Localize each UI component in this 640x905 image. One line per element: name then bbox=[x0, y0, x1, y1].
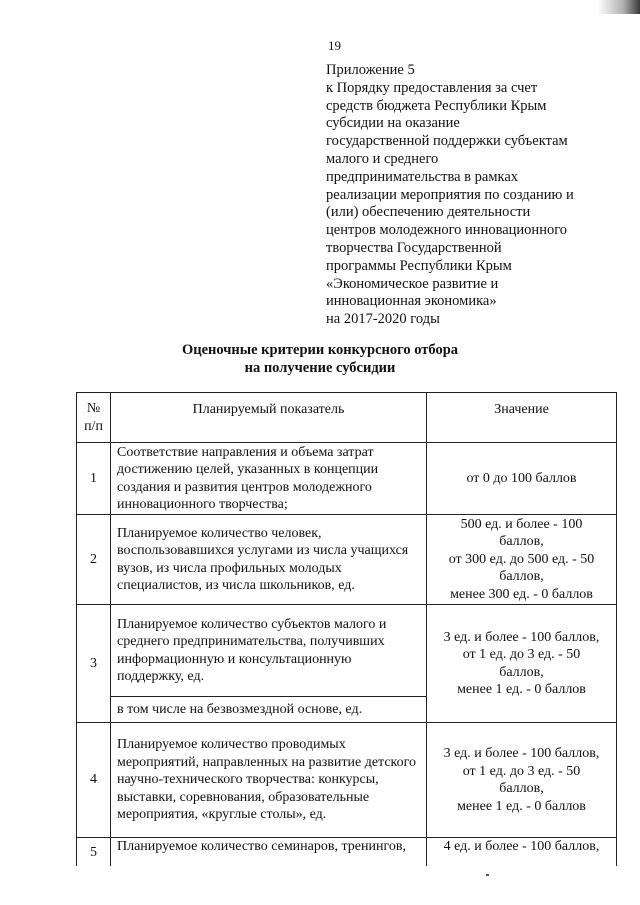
value-line: 3 ед. и более - 100 баллов, bbox=[443, 746, 600, 761]
appendix-line: центров молодежного инновационного bbox=[326, 222, 568, 239]
indicator-cell bbox=[111, 605, 427, 697]
indicator-line: воспользовавшихся услугами из числа учащихся bbox=[117, 543, 409, 558]
value-line: менее 1 ед. - 0 баллов bbox=[457, 798, 586, 814]
table-row bbox=[77, 838, 617, 866]
indicator-line: создания и развития центров молодежного bbox=[117, 479, 372, 495]
value-line: менее 300 ед. - 0 баллов bbox=[450, 586, 593, 602]
value-line: от 0 до 100 баллов bbox=[466, 470, 577, 486]
value-cell bbox=[427, 838, 617, 866]
row-number: 2 bbox=[77, 515, 111, 605]
value-line: от 1 ед. до 3 ед. - 50 bbox=[462, 647, 581, 662]
appendix-line: предпринимательства в рамках bbox=[326, 168, 519, 185]
row-number: 5 bbox=[77, 838, 111, 866]
indicator-line: инновационного творчества; bbox=[117, 497, 288, 512]
value-line: 4 ед. и более - 100 баллов, bbox=[443, 839, 600, 854]
appendix-line: малого и среднего bbox=[326, 150, 439, 167]
appendix-line: на 2017-2020 годы bbox=[326, 311, 440, 328]
indicator-line: Планируемое количество человек, bbox=[117, 525, 322, 541]
table-row bbox=[77, 723, 617, 838]
indicator-cell bbox=[111, 515, 427, 605]
value-cell bbox=[427, 443, 617, 515]
indicator-cell bbox=[111, 838, 427, 866]
title-line: на получение субсидии bbox=[244, 360, 396, 376]
row-number: 1 bbox=[77, 443, 111, 515]
table-header-row bbox=[77, 393, 617, 443]
appendix-line: «Экономическое развитие и bbox=[326, 275, 499, 292]
indicator-line: научно-технического творчества: конкурсы, bbox=[117, 772, 379, 788]
value-cell bbox=[427, 723, 617, 838]
value-line: баллов, bbox=[499, 569, 544, 585]
indicator-line: Соответствие направления и объема затрат bbox=[117, 444, 374, 460]
appendix-line: инновационная экономика» bbox=[326, 293, 497, 310]
indicator-line: специалистов, из числа школьников, ед. bbox=[117, 578, 355, 593]
document-title bbox=[0, 341, 640, 377]
value-line: менее 1 ед. - 0 баллов bbox=[457, 682, 586, 697]
sub-indicator-cell: в том числе на безвозмездной основе, ед. bbox=[111, 697, 427, 723]
scan-corner-shadow bbox=[598, 0, 640, 14]
header-value: Значение bbox=[427, 393, 617, 443]
indicator-line: Планируемое количество семинаров, тренингов, bbox=[117, 839, 406, 854]
table-row bbox=[77, 443, 617, 515]
indicator-line: Планируемое количество проводимых bbox=[117, 737, 346, 753]
indicator-line: поддержку, ед. bbox=[117, 669, 205, 684]
indicator-line: среднего предпринимательства, получивших bbox=[117, 634, 385, 649]
row-number: 3 bbox=[77, 605, 111, 723]
row-number: 4 bbox=[77, 723, 111, 838]
value-line: от 300 ед. до 500 ед. - 50 bbox=[448, 551, 595, 567]
appendix-note bbox=[326, 62, 626, 329]
indicator-line: мероприятия, «круглые столы», ед. bbox=[117, 807, 327, 823]
indicator-line: вузов, из числа профильных молодых bbox=[117, 560, 342, 576]
value-cell bbox=[427, 605, 617, 723]
appendix-line: средств бюджета Республики Крым bbox=[326, 97, 547, 114]
appendix-line: к Порядку предоставления за счет bbox=[326, 79, 538, 96]
indicator-cell bbox=[111, 723, 427, 838]
page-number: 19 bbox=[328, 38, 341, 53]
indicator-line: выставки, соревнования, образовательные bbox=[117, 789, 370, 805]
criteria-table bbox=[76, 392, 617, 866]
appendix-line: Приложение 5 bbox=[326, 62, 415, 78]
table-row bbox=[77, 605, 617, 697]
value-line: 500 ед. и более - 100 bbox=[460, 516, 583, 532]
value-line: баллов, bbox=[499, 664, 544, 680]
indicator-line: достижению целей, указанных в концепции bbox=[117, 462, 379, 477]
appendix-line: творчества Государственной bbox=[326, 239, 502, 256]
value-line: от 1 ед. до 3 ед. - 50 bbox=[462, 763, 581, 779]
value-line: 3 ед. и более - 100 баллов, bbox=[443, 629, 600, 645]
title-line: Оценочные критерии конкурсного отбора bbox=[181, 342, 459, 358]
indicator-line: Планируемое количество субъектов малого и bbox=[117, 616, 387, 632]
value-line: баллов, bbox=[499, 781, 544, 796]
appendix-line: (или) обеспечению деятельности bbox=[326, 204, 531, 221]
header-number bbox=[77, 393, 111, 443]
value-line: баллов, bbox=[499, 534, 544, 550]
appendix-line: субсидии на оказание bbox=[326, 115, 460, 132]
indicator-line: мероприятий, направленных на развитие детского bbox=[117, 754, 417, 770]
header-number-line: № bbox=[86, 401, 101, 416]
appendix-line: реализации мероприятия по созданию и bbox=[326, 186, 574, 203]
table-row bbox=[77, 515, 617, 605]
indicator-cell bbox=[111, 443, 427, 515]
header-number-line: п/п bbox=[84, 418, 103, 434]
appendix-line: государственной поддержки субъектам bbox=[326, 133, 568, 150]
indicator-line: информационную и консультационную bbox=[117, 651, 352, 667]
value-cell bbox=[427, 515, 617, 605]
scan-speck bbox=[486, 874, 489, 876]
header-indicator: Планируемый показатель bbox=[111, 393, 427, 443]
appendix-line: программы Республики Крым bbox=[326, 257, 512, 274]
